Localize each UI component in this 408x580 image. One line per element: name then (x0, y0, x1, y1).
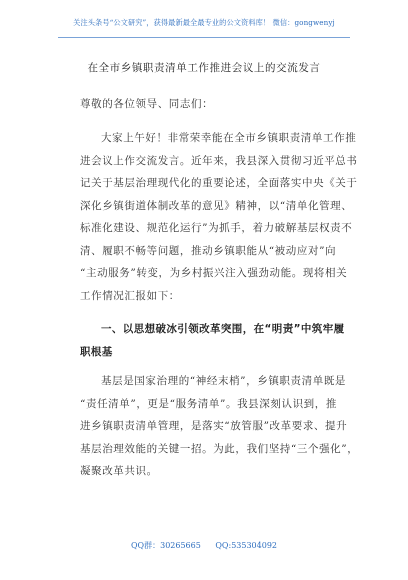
paragraph-line: 进乡镇职责清单管理，是落实“放管服”改革要求、提升 (80, 420, 348, 432)
paragraph-line: “主动服务”转变，为乡村振兴注入强劲动能。现将相关 (80, 267, 348, 279)
paragraph-2 (80, 370, 359, 483)
paragraph-line: 记关于基层治理现代化的重要论述，全面落实中央《关于 (80, 177, 358, 189)
paragraph-1 (80, 127, 358, 307)
salutation: 尊敬的各位领导、同志们： (80, 98, 214, 110)
paragraph-line: “责任清单”，更是“服务清单”。我县深刻认识到，推 (80, 397, 337, 410)
footer-qq: QQ:535304092 (215, 541, 277, 550)
paragraph-line: 大家上午好！非常荣幸能在全市乡镇职责清单工作推 (101, 132, 357, 144)
paragraph-line: 标准化建设、规范化运行”为抓手，着力破解基层权责不 (80, 222, 353, 234)
header-divider (58, 37, 350, 38)
paragraph-line: 凝聚改革共识。 (80, 465, 158, 477)
paragraph-line: 进会议上作交流发言。近年来，我县深入贯彻习近平总书 (80, 154, 358, 167)
header-banner: 关注头条号“公文研究”，获得最新最全最专业的公文资料库！ 微信：gongwenyj (73, 18, 335, 27)
footer-qq-group: QQ群：30265665 (130, 541, 201, 550)
paragraph-line: 工作情况汇报如下： (80, 289, 180, 302)
paragraph-line: 清、履职不畅等问题，推动乡镇职能从“被动应对”向 (80, 244, 337, 257)
paragraph-line: 基层治理效能的关键一招。为此，我们坚持“三个强化”， (80, 442, 359, 455)
paragraph-line: 基层是国家治理的“神经末梢”，乡镇职责清单既是 (101, 375, 347, 387)
footer (0, 540, 408, 551)
heading-line: 一、以思想破冰引领改革突围，在“明责”中筑牢履 (101, 323, 345, 335)
section-heading-1 (80, 318, 350, 363)
document-title: 在全市乡镇职责清单工作推进会议上的交流发言 (87, 62, 321, 74)
heading-line: 职根基 (80, 345, 113, 358)
paragraph-line: 深化乡镇街道体制改革的意见》精神，以“清单化管理、 (80, 199, 353, 212)
